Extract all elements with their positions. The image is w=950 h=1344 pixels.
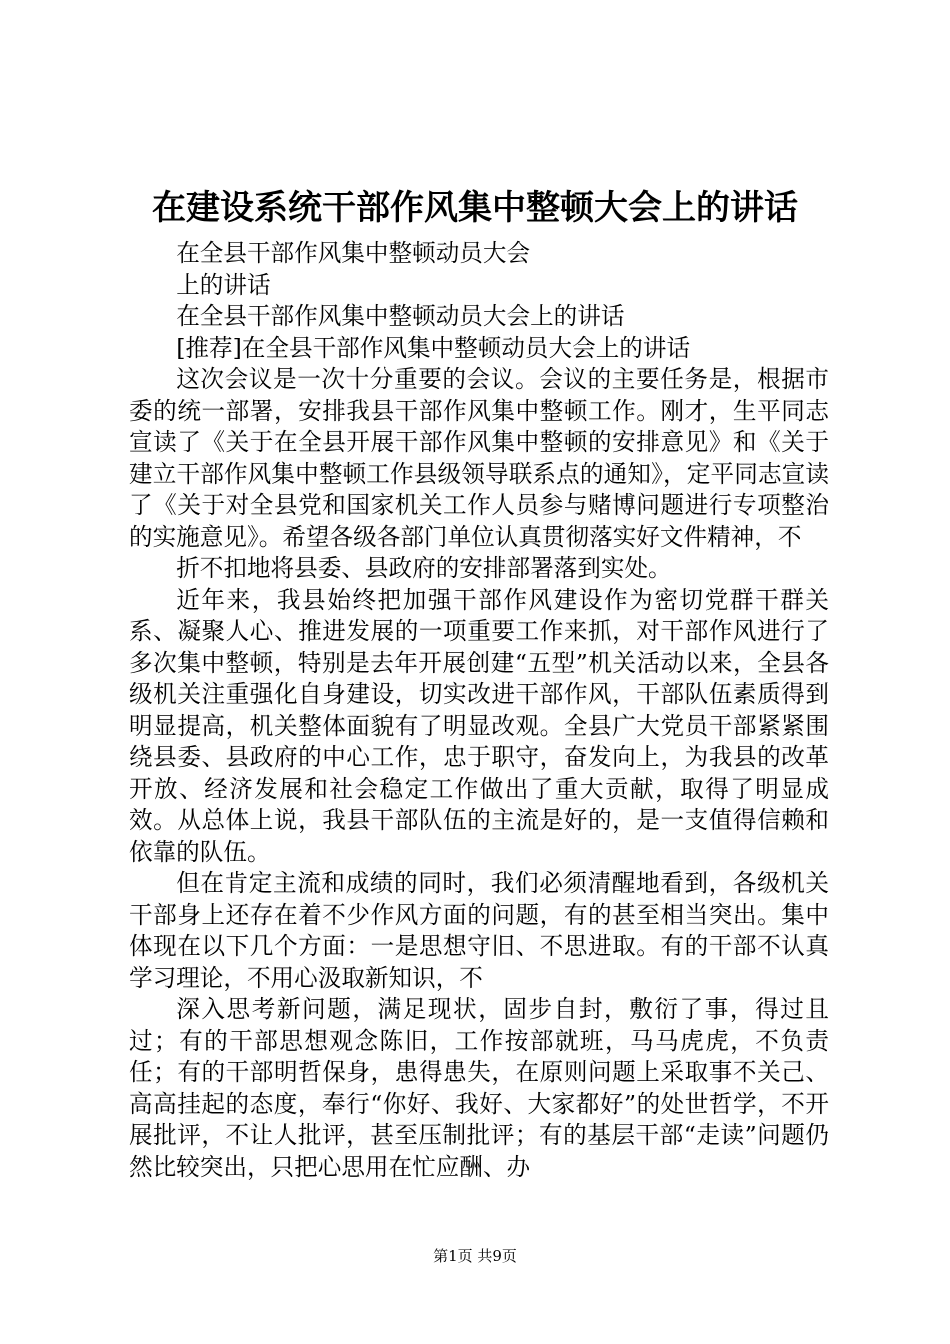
paragraph: 这次会议是一次十分重要的会议。会议的主要任务是，根据市委的统一部署，安排我县干部作风集中整顿工作。刚才，生平同志宣读了《关于在全县开展干部作风集中整顿的安排意见》和《关于建立干部作风集中整顿工作县级领导联系点的通知》，定平同志宣读了《关于对全县党和国家机关工作人员参与赌博问题进行专项整治的实施意见》。希望各级各部门单位认真贯彻落实好文件精神，不 (129, 365, 829, 551)
paragraph: [推荐]在全县干部作风集中整顿动员大会上的讲话 (176, 333, 691, 362)
paragraph: 折不扣地将县委、县政府的安排部署落到实处。 (176, 554, 672, 582)
paragraph: 近年来，我县始终把加强干部作风建设作为密切党群干群关系、凝聚人心、推进发展的一项重要工作来抓，对干部作风进行了多次集中整顿，特别是去年开展创建“五型”机关活动以来，全县各级机关注重强化自身建设，切实改进干部作风，干部队伍素质得到明显提高，机关整体面貌有了明显改观。全县广大党员干部紧紧围绕县委、县政府的中心工作，忠于职守，奋发向上，为我县的改革开放、经济发展和社会稳定工作做出了重大贡献，取得了明显成效。从总体上说，我县干部队伍的主流是好的，是一支值得信赖和依靠的队伍。 (129, 585, 829, 866)
document-title: 在建设系统干部作风集中整顿大会上的讲话 (152, 188, 798, 228)
page-number-footer: 第1页 共9页 (433, 1247, 517, 1265)
paragraph: 上的讲话 (176, 270, 271, 299)
paragraph: 但在肯定主流和成绩的同时，我们必须清醒地看到，各级机关干部身上还存在着不少作风方面的问题，有的甚至相当突出。集中体现在以下几个方面：一是思想守旧、不思进取。有的干部不认真学习理论，不用心汲取新知识，不 (129, 869, 829, 992)
paragraph: 在全县干部作风集中整顿动员大会 (176, 239, 531, 267)
paragraph: 在全县干部作风集中整顿动员大会上的讲话 (176, 302, 625, 330)
document-body (129, 238, 829, 1183)
paragraph: 深入思考新问题，满足现状，固步自封，敷衍了事，得过且过；有的干部思想观念陈旧，工作按部就班，马马虎虎，不负责任；有的干部明哲保身，患得患失，在原则问题上采取事不关己、高高挂起的态度，奉行“你好、我好、大家都好”的处世哲学，不开展批评，不让人批评，甚至压制批评；有的基层干部“走读”问题仍然比较突出，只把心思用在忙应酬、办 (129, 995, 829, 1181)
